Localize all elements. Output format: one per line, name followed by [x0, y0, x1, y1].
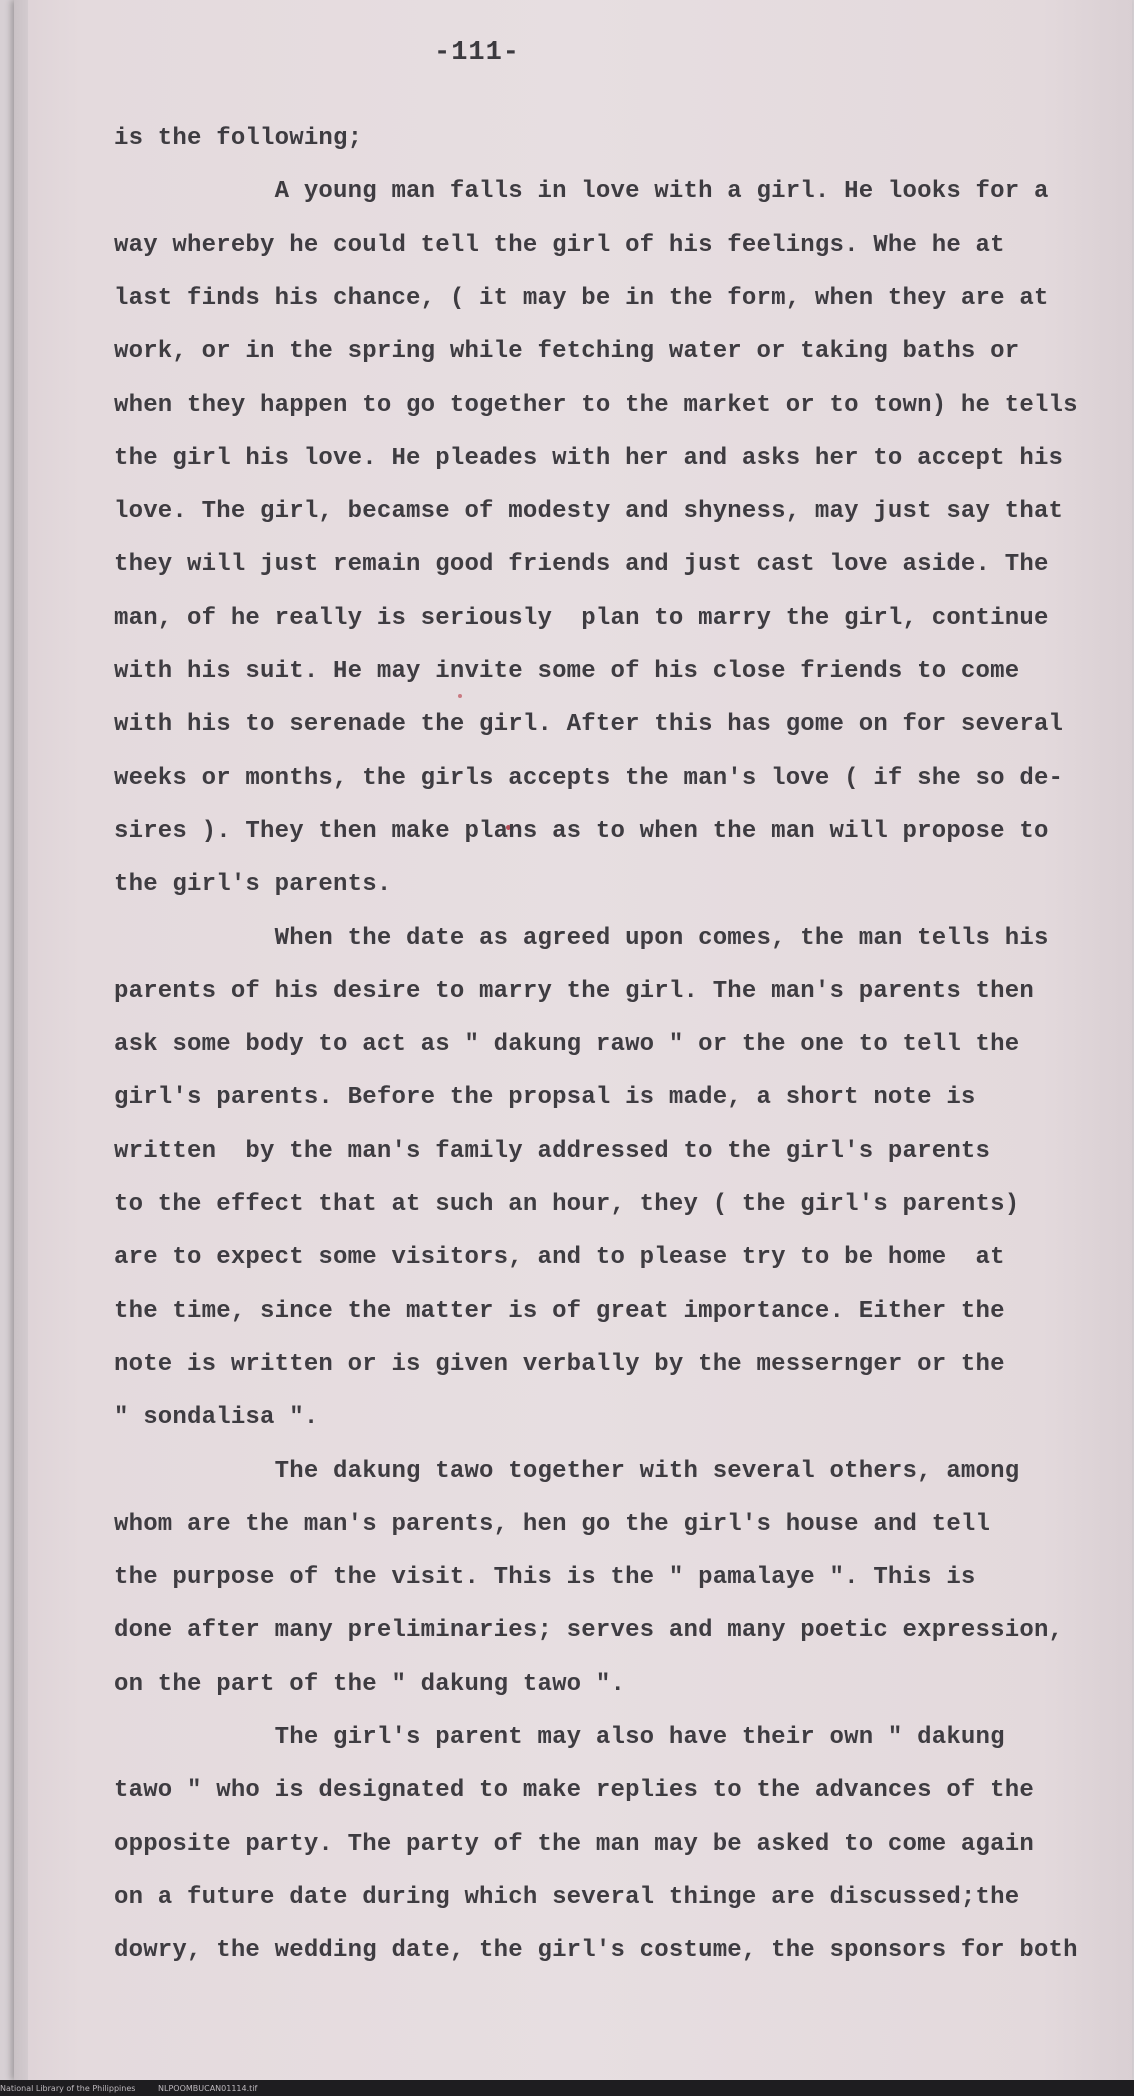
text-line: man, of he really is seriously plan to marry the girl, continue — [114, 605, 1049, 632]
text-line: " sondalisa ". — [114, 1404, 319, 1431]
text-line: The girl's parent may also have their own " dakung — [114, 1724, 1005, 1751]
text-line: parents of his desire to marry the girl. The man's parents then — [114, 978, 1034, 1005]
text-line: the time, since the matter is of great importance. Either the — [114, 1298, 1005, 1325]
text-line: when they happen to go together to the market or to town) he tells — [114, 392, 1078, 419]
text-line: tawo " who is designated to make replies to the advances of the — [114, 1777, 1034, 1804]
text-line: are to expect some visitors, and to please try to be home at — [114, 1244, 1005, 1271]
text-line: is the following; — [114, 125, 363, 152]
text-line: When the date as agreed upon comes, the man tells his — [114, 925, 1049, 952]
text-line: way whereby he could tell the girl of his feelings. Whe he at — [114, 232, 1005, 259]
footer-file-name: NLPOOMBUCAN01114.tif — [158, 2084, 258, 2093]
text-line: dowry, the wedding date, the girl's costume, the sponsors for both — [114, 1937, 1078, 1964]
text-line: written by the man's family addressed to the girl's parents — [114, 1138, 991, 1165]
ink-speck — [458, 694, 462, 698]
text-line: work, or in the spring while fetching water or taking baths or — [114, 338, 1020, 365]
text-line: done after many preliminaries; serves and many poetic expression, — [114, 1617, 1064, 1644]
text-line: to the effect that at such an hour, they ( the girl's parents) — [114, 1191, 1020, 1218]
text-line: weeks or months, the girls accepts the man's love ( if she so de- — [114, 765, 1064, 792]
text-line: the purpose of the visit. This is the " pamalaye ". This is — [114, 1564, 976, 1591]
text-line: the girl's parents. — [114, 871, 392, 898]
text-line: on a future date during which several thinge are discussed;the — [114, 1884, 1020, 1911]
text-line: note is written or is given verbally by the messernger or the — [114, 1351, 1005, 1378]
text-line: love. The girl, becamse of modesty and shyness, may just say that — [114, 498, 1064, 525]
text-line: opposite party. The party of the man may be asked to come again — [114, 1831, 1034, 1858]
text-line: they will just remain good friends and just cast love aside. The — [114, 551, 1049, 578]
typewritten-page — [14, 0, 1132, 2080]
text-line: last finds his chance, ( it may be in the form, when they are at — [114, 285, 1049, 312]
text-line: girl's parents. Before the propsal is made, a short note is — [114, 1084, 976, 1111]
footer-library-label: National Library of the Philippines — [0, 2084, 136, 2093]
page-edge — [14, 0, 28, 2080]
text-line: sires ). They then make plans as to when the man will propose to — [114, 818, 1049, 845]
text-line: with his suit. He may invite some of his close friends to come — [114, 658, 1020, 685]
text-line: ask some body to act as " dakung rawo " or the one to tell the — [114, 1031, 1020, 1058]
text-line: on the part of the " dakung tawo ". — [114, 1671, 626, 1698]
text-line: The dakung tawo together with several others, among — [114, 1458, 1020, 1485]
page-number: -111- — [434, 38, 521, 68]
text-line: A young man falls in love with a girl. He looks for a — [114, 178, 1049, 205]
text-line: the girl his love. He pleades with her and asks her to accept his — [114, 445, 1064, 472]
text-line: whom are the man's parents, hen go the girl's house and tell — [114, 1511, 991, 1538]
text-line: with his to serenade the girl. After this has gome on for several — [114, 711, 1064, 738]
